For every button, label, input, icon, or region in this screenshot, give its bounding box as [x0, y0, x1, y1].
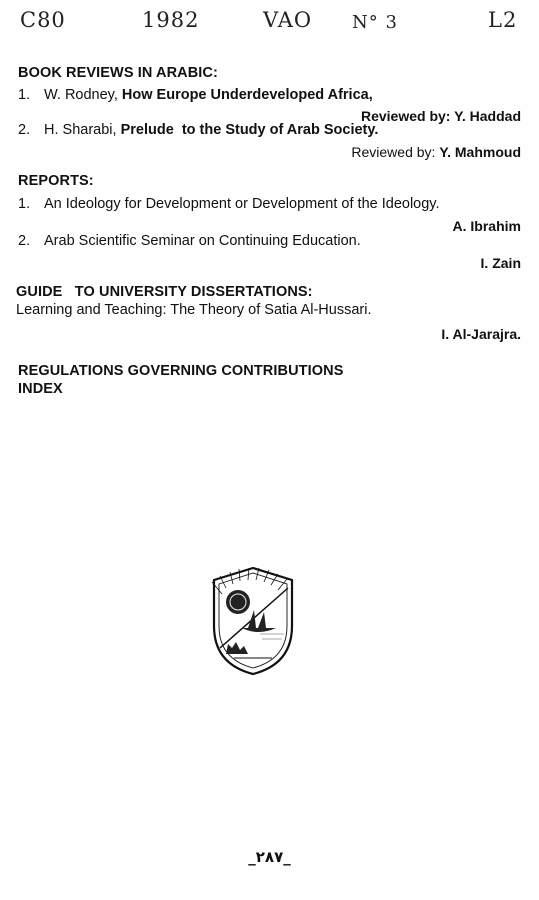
handwritten-note: L2 [488, 8, 518, 32]
section-heading-guide: GUIDE TO UNIVERSITY DISSERTATIONS: [16, 284, 313, 300]
regulations-heading: REGULATIONS GOVERNING CONTRIBUTIONS [18, 363, 344, 379]
item-text: An Ideology for Development or Development of the Ideology. [44, 196, 440, 212]
handwritten-note: C80 [20, 8, 66, 32]
item-author: A. Ibrahim [452, 218, 521, 234]
reviewer-name: Y. Mahmoud [439, 144, 521, 160]
handwritten-note: 1982 [142, 8, 200, 32]
item-author: I. Zain [480, 255, 521, 271]
list-item [18, 87, 373, 103]
reviewer-label: Reviewed by: [360, 108, 455, 124]
item-title: Prelude to the Study of Arab Society. [120, 122, 379, 138]
page-number: _٢٨٧_ [248, 848, 291, 866]
index-heading: INDEX [18, 381, 63, 397]
university-emblem [208, 564, 298, 678]
item-author: W. Rodney, [44, 87, 122, 103]
item-text: Arab Scientific Seminar on Continuing Education. [44, 233, 361, 249]
item-reviewer [351, 144, 521, 160]
reviewer-label: Reviewed by: [351, 144, 440, 160]
list-item [18, 122, 378, 138]
section-heading-book-reviews: BOOK REVIEWS IN ARABIC: [18, 65, 218, 81]
item-author: H. Sharabi, [44, 122, 121, 138]
list-item [18, 196, 440, 212]
handwritten-note: N° 3 [352, 12, 398, 33]
handwritten-note: VAO [263, 8, 313, 32]
item-number: 1. [18, 196, 31, 212]
item-number: 2. [18, 233, 31, 249]
guide-author: I. Al-Jarajra. [441, 326, 521, 342]
item-number: 2. [18, 122, 31, 138]
item-title: How Europe Underdeveloped Africa, [121, 87, 373, 103]
section-heading-reports: REPORTS: [18, 173, 94, 189]
reviewer-name: Y. Haddad [454, 108, 521, 124]
item-reviewer [361, 108, 521, 124]
guide-text: Learning and Teaching: The Theory of Satia Al-Hussari. [16, 302, 372, 318]
item-number: 1. [18, 87, 31, 103]
list-item [18, 233, 361, 249]
